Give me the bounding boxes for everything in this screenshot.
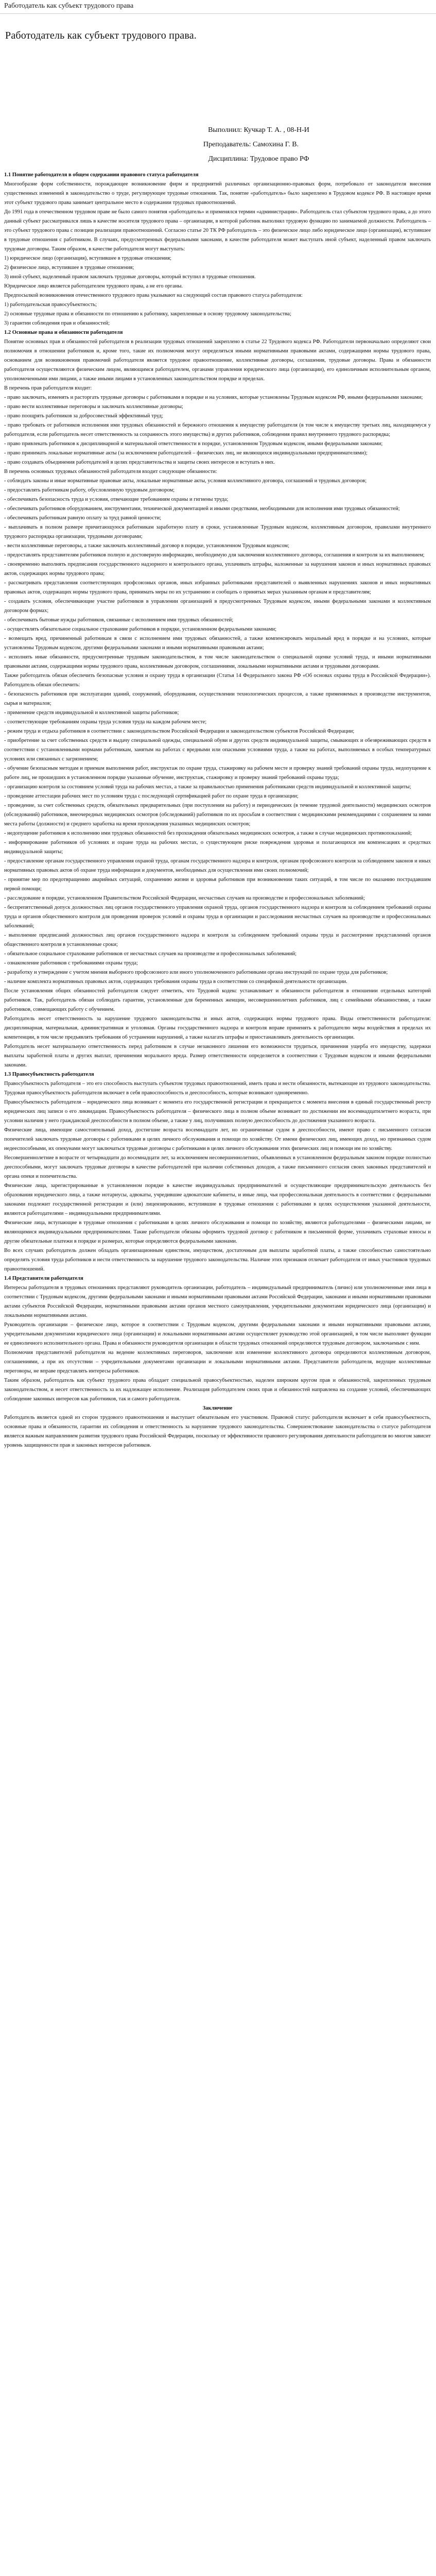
- paragraph: В перечень прав работодателя входит:: [4, 385, 92, 391]
- paragraph: Понятие основных прав и обязанностей работодателя в реализации трудовых отношений закреплено в статье 22 Трудового кодекса РФ. Работодатели первоначально определяют свои полномочия в отношении работников и, кроме того, такие их полномочия могут определяться иными нормативными правовыми актами, содержащими нормы трудового права, основанием для возникновения правомочий работодателя является трудовое правоотношение, коллективные договоры, соглашения, трудовые договоры. Права и обязанности работодателя осуществляются физическим лицом, являющимся работодателем, органами управления юридического лица (организации), его единоличным исполнительным органом, уполномоченными ими лицами, а также иными лицами в установленных законодательством порядке и пределах.: [4, 339, 431, 382]
- section-heading: 1.1 Понятие работодателя в общем содержании правового статуса работодателя: [4, 172, 199, 178]
- paragraph: - выполнение предписаний должностных лиц органов государственного надзора и контроля за соблюдением требований охраны труда и рассмотрение представлений органов общественного контроля в установленные сроки;: [4, 933, 431, 947]
- paragraph: - обеспечивать бытовые нужды работников, связанные с исполнением ими трудовых обязанностей;: [4, 617, 234, 623]
- paragraph: 2) физическое лицо, вступившее в трудовые отношения;: [4, 265, 134, 270]
- paragraph: - безопасность работников при эксплуатации зданий, сооружений, оборудования, осуществлении технологических процессов, а также применяемых в производстве инструментов, сырья и материалов;: [4, 691, 431, 706]
- paragraph: - обеспечивать безопасность труда и условия, отвечающие требованиям охраны и гигиены труда;: [4, 497, 229, 502]
- paragraph: 2) основные трудовые права и обязанности по отношению к работнику, закрепленные в основу трудовому законодательства;: [4, 311, 291, 317]
- paragraph: - вести коллективные переговоры, а также заключать коллективный договор в порядке, установленном Трудовым кодексом;: [4, 543, 289, 549]
- paragraph: - соответствующие требованиям охраны труда условия труда на каждом рабочем месте;: [4, 719, 207, 725]
- paragraph: После установления общих обязанностей работодателя следует отметить, что Трудовой кодекс устанавливает и обязанности работодателя в отношении отдельных категорий работников. Так, работодатель обязан соблюдать гарантии, установленные для беременных женщин, несовершеннолетних работников, лиц с семейными обязанностями, а также работников, совмещающих работу с обучением.: [4, 988, 431, 1012]
- paragraph: - обеспечивать работникам равную оплату за труд равной ценности;: [4, 515, 161, 521]
- paragraph: Правосубъектность работодателя – это его способность выступать субъектом трудовых правоотношений, иметь права и нести обязанности, вытекающие из трудового законодательства. Трудовая правосубъектность работодателя включает в себя правоспособность и дееспособность, которые возникают одновременно.: [4, 1081, 431, 1096]
- paragraph: 1) работодательская правосубъектность;: [4, 302, 97, 308]
- paragraph: До 1991 года в отечественном трудовом праве не было самого понятия «работодатель» и применялся термин «администрация». Работодатель стал субъектом трудового права, а до этого данный субъект рассматривался лишь в качестве носителя трудового права – организации, в которой работник выполнял трудовую функцию по занимаемой должности. Работодатель – это субъект трудового права с позиции реализации правоотношений. Согласно статье 20 ТК РФ работодатель – это физическое лицо либо юридическое лицо (организация), вступившее в трудовые отношения с работником. В случаях, предусмотренных федеральными законами, в качестве работодателя может выступать иной субъект, наделенный правом заключать трудовые договоры. Таким образом, в качестве работодателя могут выступать:: [4, 209, 431, 252]
- document: [4, 30, 431, 1450]
- paragraph: - обязательное социальное страхование работников от несчастных случаев на производстве и профессиональных заболеваний;: [4, 951, 297, 957]
- paragraph: Таким образом, работодатель как субъект трудового права обладает специальной правосубъектностью, наделен широким кругом прав и обязанностей, закрепленных трудовым законодательством, и несет ответственность за их надлежащее исполнение. Реализация работодателем своих прав и обязанностей направлена на создание условий, обеспечивающих соблюдение законных интересов как работников, так и самого работодателя.: [4, 1378, 431, 1402]
- document-meta: [4, 123, 431, 166]
- paragraph: - право заключать, изменять и расторгать трудовые договоры с работниками в порядке и на условиях, которые установлены Трудовым кодексом РФ, иными федеральными законами;: [4, 395, 423, 400]
- paragraph: - возмещать вред, причиненный работникам в связи с исполнением ими трудовых обязанностей, а также компенсировать моральный вред в порядке и на условиях, которые установлены Трудовым кодексом, другими федеральными законами и иными нормативными правовыми актами;: [4, 636, 431, 651]
- paragraph: 1) юридическое лицо (организация), вступившее в трудовые отношения;: [4, 256, 171, 261]
- paragraph: - предоставлять представителям работников полную и достоверную информацию, необходимую для заключения коллективного договора, соглашения и контроля за их выполнением;: [4, 552, 425, 558]
- paragraph: 3) иной субъект, наделенный правом заключать трудовые договоры, который вступил в трудовые отношения.: [4, 274, 256, 280]
- paragraph: 3) гарантии соблюдения прав и обязанностей;: [4, 320, 110, 326]
- paragraph: - режим труда и отдыха работников в соответствии с законодательством Российской Федерации и законодательством субъектов Российской Федерации;: [4, 728, 355, 734]
- document-body: [4, 171, 431, 1450]
- paragraph: - организацию контроля за состоянием условий труда на рабочих местах, а также за правильностью применения работниками средств индивидуальной и коллективной защиты;: [4, 784, 411, 790]
- paragraph: - недопущение работников к исполнению ими трудовых обязанностей без прохождения обязательных медицинских осмотров, а также в случае медицинских противопоказаний;: [4, 831, 412, 836]
- paragraph: - исполнять иные обязанности, предусмотренные трудовым законодательством, в том числе законодательством о специальной оценке условий труда, и иными нормативными правовыми актами, содержащими нормы трудового права, коллективным договором, соглашениями, локальными нормативными актами и трудовыми договорами.: [4, 654, 431, 669]
- paragraph: - обеспечивать работников оборудованием, инструментами, технической документацией и иными средствами, необходимыми для исполнения ими трудовых обязанностей;: [4, 506, 400, 512]
- paragraph: - обучение безопасным методам и приемам выполнения работ, инструктаж по охране труда, стажировку на рабочем месте и проверку знаний требований охраны труда, недопущение к работе лиц, не прошедших в установленном порядке указанные обучение, инструктаж, стажировку и проверку знаний требований охраны труда;: [4, 766, 431, 781]
- paragraph: - право поощрять работников за добросовестный эффективный труд;: [4, 413, 163, 419]
- section-heading: 1.4 Представители работодателя: [4, 1276, 83, 1281]
- paragraph: Физические лица, зарегистрированные в установленном порядке в качестве индивидуальных предпринимателей и осуществляющие предпринимательскую деятельность без образования юридического лица, а также нотариусы, адвокаты, учредившие адвокатские кабинеты, и иные лица, чья профессиональная деятельность в соответствии с федеральными законами подлежит государственной регистрации и (или) лицензированию, вступившие в трудовые отношения с работниками в целях осуществления указанной деятельности, являются работодателями – индивидуальными предпринимателями.: [4, 1183, 431, 1216]
- paragraph: - создавать условия, обеспечивающие участие работников в управлении организацией в предусмотренных Трудовым кодексом, иными федеральными законами и коллективным договором формах;: [4, 599, 431, 614]
- paragraph: - право привлекать работников к дисциплинарной и материальной ответственности в порядке, установленном Трудовым кодексом, иными федеральными законами;: [4, 441, 383, 447]
- paragraph: Руководитель организации – физическое лицо, которое в соответствии с Трудовым кодексом, другими федеральными законами и иными нормативными правовыми актами, учредительными документами юридического лица (организации) и локальными нормативными актами осуществляет руководство этой организацией, в том числе выполняет функции ее единоличного исполнительного органа. Права и обязанности руководителя организации в области трудовых отношений определяются трудовым договором, заключаемым с ним.: [4, 1322, 431, 1346]
- section-heading: 1.3 Правосубъектность работодателя: [4, 1072, 94, 1077]
- section-heading: Заключение: [202, 1405, 233, 1411]
- paragraph: - принятие мер по предотвращению аварийных ситуаций, сохранению жизни и здоровья работников при возникновении таких ситуаций, в том числе по оказанию пострадавшим первой помощи;: [4, 877, 431, 892]
- paragraph: - право вести коллективные переговоры и заключать коллективные договоры;: [4, 404, 183, 410]
- paragraph: Работодатель несет материальную ответственность перед работником в случае незаконного лишения его возможности трудиться, причинения ущерба его имуществу, задержки выплаты заработной платы и других выплат, причинения морального вреда. Размер ответственности определяется в соответствии с Трудовым кодексом и иными федеральными законами.: [4, 1044, 431, 1068]
- paragraph: В перечень основных трудовых обязанностей работодателя входит следующие обязанности:: [4, 469, 217, 474]
- paragraph: - наличие комплекта нормативных правовых актов, содержащих требования охраны труда в соответствии со спецификой деятельности организации.: [4, 979, 347, 985]
- paragraph: - применение средств индивидуальной и коллективной защиты работников;: [4, 710, 179, 716]
- paragraph: Физические лица, имеющие самостоятельный доход, достигшие возраста восемнадцати лет, но ограниченные судом в дееспособности, имеют право с письменного согласия попечителей заключать трудовые договоры с работниками в целях личного обслуживания и помощи по хозяйству. От имени физических лиц, имеющих доход, но признанных судом недееспособными, их опекунами могут заключаться трудовые договоры с работниками в целях личного обслуживания этих физических лиц и помощи им по хозяйству.: [4, 1127, 431, 1151]
- paragraph: Интересы работодателя в трудовых отношениях представляют руководитель организации, работодатель – индивидуальный предприниматель (лично) или уполномоченные ими лица в соответствии с Трудовым кодексом, другими федеральными законами и иными нормативными правовыми актами Российской Федерации, законами и иными нормативными правовыми актами субъектов Российской Федерации, нормативными правовыми актами органов местного самоуправления, учредительными документами юридического лица (организации) и локальными нормативными актами.: [4, 1285, 431, 1318]
- paragraph: Работодатель является одной из сторон трудового правоотношения и выступает обязательным его участником. Правовой статус работодателя включает в себя правосубъектность, основные права и обязанности, гарантии их соблюдения и ответственность за нарушение трудового законодательства. Совершенствование законодательства о статусе работодателя является важным направлением развития трудового права Российской Федерации, поскольку от эффективности правового регулирования деятельности работодателя во многом зависит уровень защищенности прав и законных интересов работников.: [4, 1415, 431, 1448]
- paragraph: - информирование работников об условиях и охране труда на рабочих местах, о существующем риске повреждения здоровья и полагающихся им компенсациях и средствах индивидуальной защиты;: [4, 840, 431, 855]
- paragraph: - беспрепятственный допуск должностных лиц органов государственного управления охраной труда, органов государственного надзора и контроля за соблюдением требований охраны труда и органов общественного контроля для проведения проверок условий и охраны труда в организации и расследования несчастных случаев на производстве и профессиональных заболеваний;: [4, 905, 431, 929]
- paragraph: - осуществлять обязательное социальное страхование работников в порядке, установленном федеральными законами;: [4, 626, 277, 632]
- paragraph: - право требовать от работников исполнения ими трудовых обязанностей и бережного отношения к имуществу работодателя (в том числе к имуществу третьих лиц, находящемуся у работодателя, если работодатель несет ответственность за сохранность этого имущества) и других работников, соблюдения правил внутреннего трудового распорядка;: [4, 422, 431, 437]
- paragraph: - соблюдать законы и иные нормативные правовые акты, локальные нормативные акты, условия коллективного договора, соглашений и трудовых договоров;: [4, 478, 367, 484]
- window-title: Работодатель как субъект трудового права: [4, 2, 134, 10]
- paragraph: - разработку и утверждение с учетом мнения выборного профсоюзного или иного уполномоченного работниками органа инструкций по охране труда для работников;: [4, 970, 388, 975]
- paragraph: - приобретение за счет собственных средств и выдачу специальной одежды, специальной обуви и других средств индивидуальной защиты, смывающих и обезвреживающих средств в соответствии с установленными нормами работникам, занятым на работах с вредными или опасными условиями труда, а также на работах, выполняемых в особых температурных условиях или связанных с загрязнением;: [4, 738, 431, 762]
- paragraph: - предоставлять работникам работу, обусловленную трудовым договором;: [4, 487, 175, 493]
- paragraph: Многообразие форм собственности, порождающее возникновение фирм и предприятий различных организационно-правовых форм, потребовало от законодателя внесения существенных изменений в законодательство о труде, регулирующее трудовые отношения. Так, понятие «работодатель» было закреплено в Трудовом кодексе РФ. В настоящее время этот субъект трудового права занимает центральное место в содержании трудовых правоотношений.: [4, 181, 431, 206]
- paragraph: Предпосылкой возникновения отечественного трудового права указывают на следующий состав правового статуса работодателя:: [4, 293, 303, 298]
- paragraph: - расследование в порядке, установленном Правительством Российской Федерации, несчастных случаев на производстве и профессиональных заболеваний;: [4, 895, 365, 901]
- paragraph: - своевременно выполнять предписания государственного надзорного и контрольного органа, уплачивать штрафы, наложенные за нарушения законов и иных нормативных правовых актов, содержащих нормы трудового права;: [4, 562, 431, 577]
- paragraph: - проведение аттестации рабочих мест по условиям труда с последующей сертификацией работ по охране труда в организации;: [4, 793, 299, 799]
- discipline-line: Дисциплина: Трудовое право РФ: [208, 155, 309, 163]
- document-heading: Работодатель как субъект трудового права.: [5, 30, 197, 41]
- paragraph: - ознакомление работников с требованиями охраны труда;: [4, 960, 138, 966]
- paragraph: Несовершеннолетние в возрасте от четырнадцати до восемнадцати лет, за исключением несовершеннолетних, объявленных в установленном федеральным законом порядке полностью дееспособными, могут заключать трудовые договоры в качестве работодателей при наличии собственных доходов, а также письменного согласия своих законных представителей и органа опеки и попечительства.: [4, 1155, 431, 1179]
- paragraph: Работодатель несет ответственность за нарушение трудового законодательства и иных актов, содержащих нормы трудового права. Виды ответственности работодателя: дисциплинарная, материальная, административная и уголовная. Органы государственного надзора и контроля вправе применять к работодателю меры воздействия в пределах их компетенции, в том числе предъявлять требования об устранении нарушений, а также налагать штрафы и приостанавливать деятельность организации.: [4, 1016, 431, 1040]
- paragraph: - право создавать объединения работодателей в целях представительства и защиты своих интересов и вступать в них.: [4, 460, 275, 465]
- paragraph: Правосубъектность работодателя – юридического лица возникает с момента его государственной регистрации и прекращается с момента внесения в единый государственный реестр юридических лиц записи о его ликвидации. Правосубъектность работодателя – физического лица в полном объеме возникает по достижении им восемнадцатилетнего возраста, при условии наличия у него гражданской дееспособности в полном объеме, а также у лиц, получивших полную дееспособность до достижения указанного возраста.: [4, 1099, 431, 1124]
- window-titlebar: [0, 0, 436, 14]
- paragraph: Полномочия представителей работодателя на ведение коллективных переговоров, заключение или изменение коллективного договора определяются коллективным договором, соглашениями, а при их отсутствии – учредительными документами организации и локальными нормативными актами. Представители работодателя, ведущие коллективные переговоры, не вправе представлять интересы работников.: [4, 1350, 431, 1374]
- paragraph: - право принимать локальные нормативные акты (за исключением работодателей – физических лиц, не являющихся индивидуальными предпринимателями);: [4, 450, 368, 456]
- teacher-line: Преподаватель: Самохина Г. В.: [203, 141, 299, 148]
- paragraph: - проведение, за счет собственных средств, обязательных предварительных (при поступлении на работу) и периодических (в течение трудовой деятельности) медицинских осмотров (обследований) работников, внеочередных медицинских осмотров (обследований) работников по их просьбам в соответствии с медицинскими рекомендациями с сохранением за ними места работы (должности) и среднего заработка на время прохождения указанных медицинских осмотров;: [4, 803, 431, 827]
- paragraph: Юридическое лицо является работодателем трудового права, а не его органы.: [4, 283, 183, 289]
- author-line: Выполнил: Кучкар Т. А. , 08-Н-И: [208, 126, 309, 134]
- paragraph: - предоставление органам государственного управления охраной труда, органам государственного надзора и контроля, органам профсоюзного контроля за соблюдением законов и иных нормативных правовых актов об охране труда информации и документов, необходимых для осуществления ими своих полномочий;: [4, 858, 431, 873]
- paragraph: Также работодатель обязан обеспечить безопасные условия и охрану труда в организации (Статья 14 Федерального закона РФ «Об основах охраны труда в Российской Федерации»). Работодатель обязан обеспечить:: [4, 673, 431, 688]
- paragraph: Физические лица, вступающие в трудовые отношения с работниками в целях личного обслуживания и помощи по хозяйству, являются работодателями – физическими лицами, не являющимися индивидуальными предпринимателями. Такие работодатели обязаны оформить трудовой договор с работником в письменной форме, уплачивать страховые взносы и другие обязательные платежи в порядке и размерах, которые определяются федеральными законами.: [4, 1220, 431, 1244]
- paragraph: - выплачивать в полном размере причитающуюся работникам заработную плату в сроки, установленные Трудовым кодексом, коллективным договором, правилами внутреннего трудового распорядка организации, трудовыми договорами;: [4, 524, 431, 539]
- section-heading: 1.2 Основные права и обязанности работодателя: [4, 330, 123, 335]
- paragraph: - рассматривать представления соответствующих профсоюзных органов, иных избранных работниками представителей о выявленных нарушениях законов и иных нормативных правовых актов, содержащих нормы трудового права, принимать меры по их устранению и сообщать о принятых мерах указанным органам и представителям;: [4, 580, 431, 595]
- paragraph: Во всех случаях работодатель должен обладать организационным единством, имуществом, достаточным для выплаты заработной платы, а также способностью самостоятельно определять условия труда работников и нести ответственность за нарушение трудового законодательства. Наличие этих признаков отличает работодателя от иных участников трудовых правоотношений.: [4, 1248, 431, 1272]
